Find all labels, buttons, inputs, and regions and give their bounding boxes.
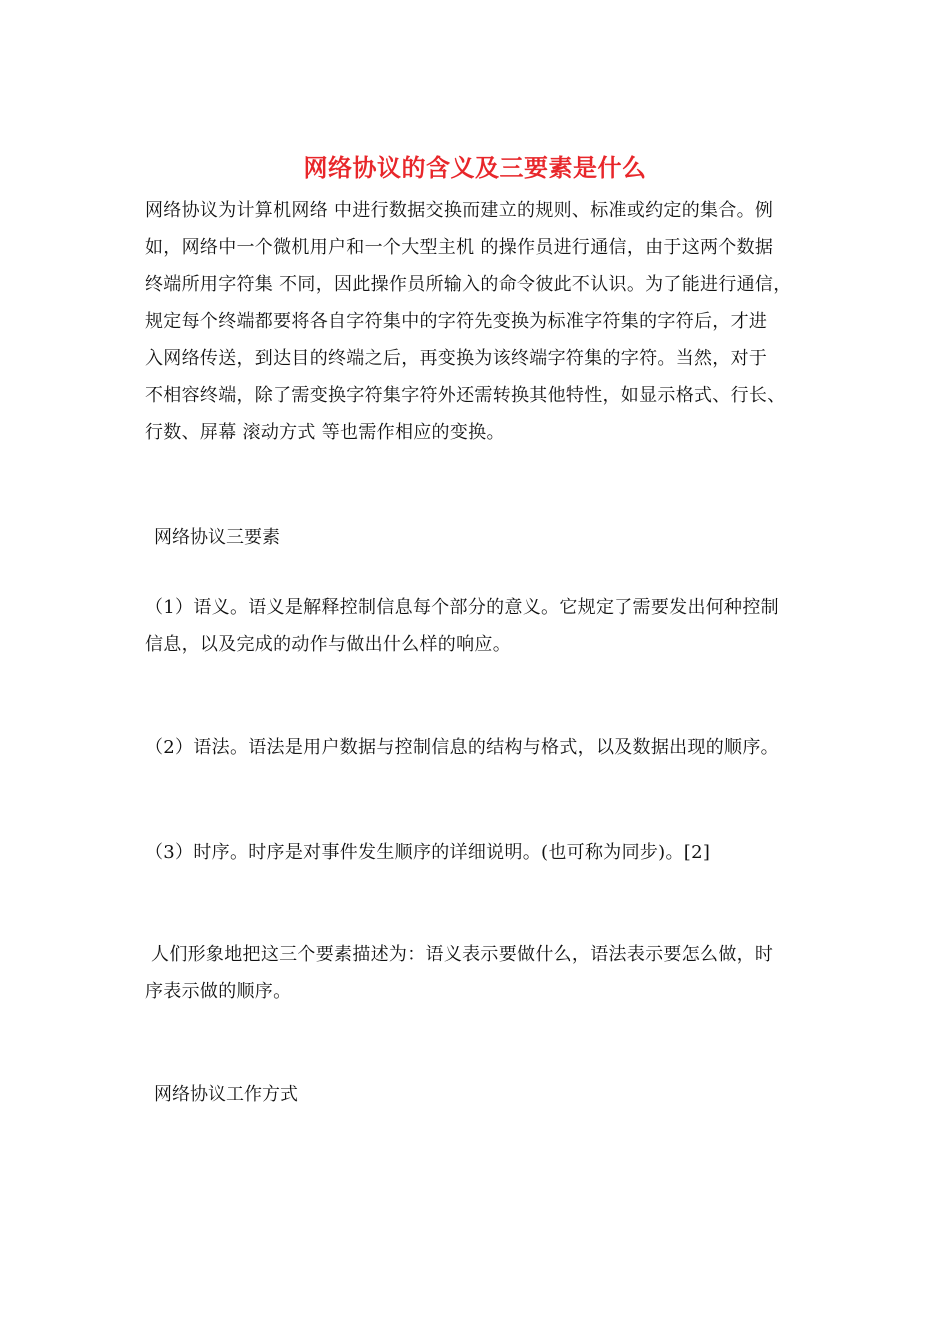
element-syntax-line: （2）语法。语法是用户数据与控制信息的结构与格式，以及数据出现的顺序。 xyxy=(145,737,779,758)
summary-line: 序表示做的顺序。 xyxy=(145,981,292,1002)
intro-line: 规定每个终端都要将各自字符集中的字符先变换为标准字符集的字符后，才进 xyxy=(145,311,768,332)
element-semantics-line: 信息，以及完成的动作与做出什么样的响应。 xyxy=(145,634,511,655)
intro-line: 行数、屏幕 滚动方式 等也需作相应的变换。 xyxy=(145,422,505,443)
summary-line: 人们形象地把这三个要素描述为：语义表示要做什么，语法表示要怎么做，时 xyxy=(145,944,774,965)
section-heading-three-elements: 网络协议三要素 xyxy=(154,527,280,548)
intro-line: 入网络传送，到达目的终端之后，再变换为该终端字符集的字符。当然，对于 xyxy=(145,348,768,369)
element-timing-line: （3）时序。时序是对事件发生顺序的详细说明。(也可称为同步)。[2] xyxy=(145,842,711,863)
element-syntax-paragraph xyxy=(145,729,810,766)
intro-line: 不相容终端，除了需变换字符集字符外还需转换其他特性，如显示格式、行长、 xyxy=(145,385,786,406)
element-timing-paragraph xyxy=(145,834,810,871)
document-title: 网络协议的含义及三要素是什么 xyxy=(303,153,647,182)
intro-paragraph xyxy=(145,192,810,451)
element-semantics-paragraph xyxy=(145,589,810,663)
section-heading-working-mode: 网络协议工作方式 xyxy=(154,1084,298,1105)
element-semantics-line: （1）语义。语义是解释控制信息每个部分的意义。它规定了需要发出何种控制 xyxy=(145,597,779,618)
intro-line: 如，网络中一个微机用户和一个大型主机 的操作员进行通信，由于这两个数据 xyxy=(145,237,774,258)
intro-line: 网络协议为计算机网络 中进行数据交换而建立的规则、标准或约定的集合。例 xyxy=(145,200,774,221)
intro-line: 终端所用字符集 不同，因此操作员所输入的命令彼此不认识。为了能进行通信， xyxy=(145,274,792,295)
summary-paragraph xyxy=(145,936,810,1010)
